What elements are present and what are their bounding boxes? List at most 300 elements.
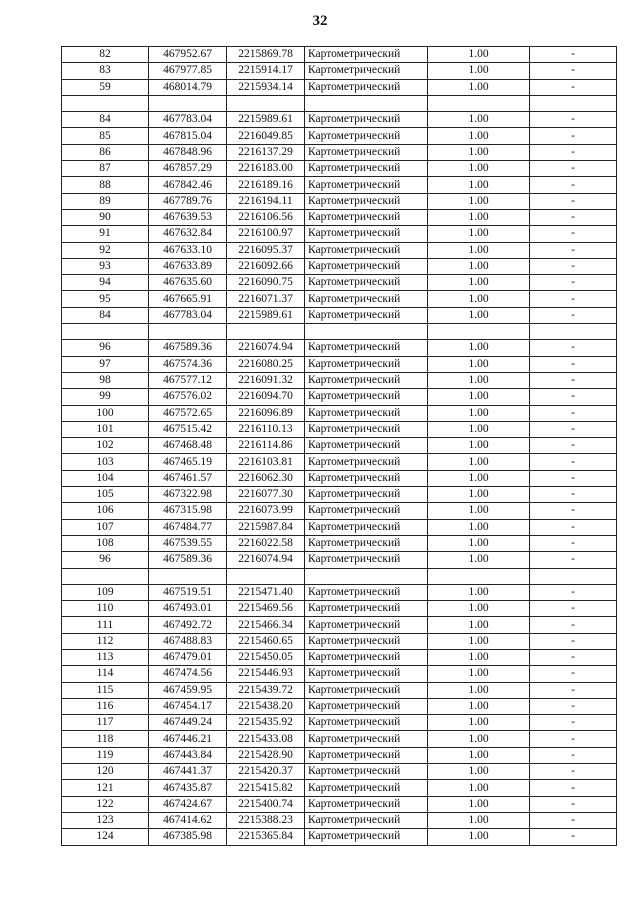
method-cell: Картометрический: [305, 796, 428, 812]
point-number-cell: 122: [62, 796, 149, 812]
y-coordinate-cell: 2216094.70: [227, 389, 305, 405]
description-cell: -: [530, 340, 617, 356]
accuracy-cell: 1.00: [428, 161, 530, 177]
y-coordinate-cell: 2216103.81: [227, 454, 305, 470]
description-cell: -: [530, 405, 617, 421]
point-number-cell: 84: [62, 112, 149, 128]
table-row: [62, 144, 617, 160]
point-number-cell: 101: [62, 421, 149, 437]
description-cell: -: [530, 226, 617, 242]
table-row: [62, 649, 617, 665]
description-cell: -: [530, 372, 617, 388]
y-coordinate-cell: 2216183.00: [227, 161, 305, 177]
table-row: [62, 193, 617, 209]
x-coordinate-cell: 467589.36: [149, 340, 227, 356]
point-number-cell: 90: [62, 209, 149, 225]
y-coordinate-cell: 2215987.84: [227, 519, 305, 535]
point-number-cell: 102: [62, 438, 149, 454]
description-cell: -: [530, 601, 617, 617]
point-number-cell: [62, 95, 149, 111]
point-number-cell: 103: [62, 454, 149, 470]
y-coordinate-cell: 2215471.40: [227, 584, 305, 600]
x-coordinate-cell: 467459.95: [149, 682, 227, 698]
accuracy-cell: 1.00: [428, 258, 530, 274]
description-cell: -: [530, 584, 617, 600]
description-cell: -: [530, 177, 617, 193]
description-cell: -: [530, 144, 617, 160]
accuracy-cell: 1.00: [428, 666, 530, 682]
method-cell: Картометрический: [305, 535, 428, 551]
accuracy-cell: 1.00: [428, 454, 530, 470]
table-row: [62, 242, 617, 258]
point-number-cell: 111: [62, 617, 149, 633]
description-cell: -: [530, 487, 617, 503]
x-coordinate-cell: 467435.87: [149, 780, 227, 796]
y-coordinate-cell: 2215450.05: [227, 649, 305, 665]
table-row: [62, 340, 617, 356]
y-coordinate-cell: 2215469.56: [227, 601, 305, 617]
y-coordinate-cell: 2216074.94: [227, 340, 305, 356]
table-row: [62, 682, 617, 698]
table-row: [62, 780, 617, 796]
accuracy-cell: 1.00: [428, 275, 530, 291]
x-coordinate-cell: 467572.65: [149, 405, 227, 421]
table-row: [62, 275, 617, 291]
table-row: [62, 454, 617, 470]
point-number-cell: 93: [62, 258, 149, 274]
point-number-cell: 109: [62, 584, 149, 600]
table-row: [62, 470, 617, 486]
method-cell: Картометрический: [305, 601, 428, 617]
method-cell: [305, 95, 428, 111]
accuracy-cell: 1.00: [428, 747, 530, 763]
x-coordinate-cell: 467577.12: [149, 372, 227, 388]
description-cell: [530, 324, 617, 340]
x-coordinate-cell: [149, 95, 227, 111]
y-coordinate-cell: 2215435.92: [227, 715, 305, 731]
accuracy-cell: 1.00: [428, 421, 530, 437]
method-cell: Картометрический: [305, 584, 428, 600]
y-coordinate-cell: 2216095.37: [227, 242, 305, 258]
y-coordinate-cell: 2216077.30: [227, 487, 305, 503]
point-number-cell: 86: [62, 144, 149, 160]
y-coordinate-cell: 2216049.85: [227, 128, 305, 144]
y-coordinate-cell: 2216189.16: [227, 177, 305, 193]
y-coordinate-cell: 2216106.56: [227, 209, 305, 225]
description-cell: -: [530, 193, 617, 209]
point-number-cell: 98: [62, 372, 149, 388]
table-separator-row: [62, 324, 617, 340]
accuracy-cell: 1.00: [428, 47, 530, 63]
table-row: [62, 715, 617, 731]
method-cell: Картометрический: [305, 242, 428, 258]
accuracy-cell: 1.00: [428, 307, 530, 323]
accuracy-cell: 1.00: [428, 356, 530, 372]
method-cell: Картометрический: [305, 405, 428, 421]
method-cell: Картометрический: [305, 161, 428, 177]
table-row: [62, 307, 617, 323]
coordinates-table: [61, 46, 617, 846]
point-number-cell: 84: [62, 307, 149, 323]
y-coordinate-cell: 2216074.94: [227, 552, 305, 568]
x-coordinate-cell: 467515.42: [149, 421, 227, 437]
x-coordinate-cell: 467977.85: [149, 63, 227, 79]
accuracy-cell: 1.00: [428, 780, 530, 796]
description-cell: -: [530, 275, 617, 291]
description-cell: -: [530, 796, 617, 812]
description-cell: -: [530, 161, 617, 177]
x-coordinate-cell: 467665.91: [149, 291, 227, 307]
point-number-cell: 119: [62, 747, 149, 763]
x-coordinate-cell: 467461.57: [149, 470, 227, 486]
x-coordinate-cell: 467635.60: [149, 275, 227, 291]
method-cell: Картометрический: [305, 487, 428, 503]
accuracy-cell: 1.00: [428, 519, 530, 535]
description-cell: -: [530, 63, 617, 79]
accuracy-cell: 1.00: [428, 79, 530, 95]
table-row: [62, 584, 617, 600]
accuracy-cell: 1.00: [428, 764, 530, 780]
accuracy-cell: [428, 568, 530, 584]
x-coordinate-cell: 467576.02: [149, 389, 227, 405]
method-cell: Картометрический: [305, 372, 428, 388]
method-cell: Картометрический: [305, 747, 428, 763]
table-row: [62, 389, 617, 405]
accuracy-cell: 1.00: [428, 584, 530, 600]
point-number-cell: 107: [62, 519, 149, 535]
y-coordinate-cell: 2215428.90: [227, 747, 305, 763]
x-coordinate-cell: 467519.51: [149, 584, 227, 600]
y-coordinate-cell: 2216073.99: [227, 503, 305, 519]
description-cell: -: [530, 242, 617, 258]
method-cell: Картометрический: [305, 829, 428, 845]
accuracy-cell: 1.00: [428, 372, 530, 388]
point-number-cell: 97: [62, 356, 149, 372]
y-coordinate-cell: 2215439.72: [227, 682, 305, 698]
description-cell: -: [530, 617, 617, 633]
x-coordinate-cell: 467468.48: [149, 438, 227, 454]
table-row: [62, 161, 617, 177]
point-number-cell: [62, 324, 149, 340]
method-cell: Картометрический: [305, 617, 428, 633]
point-number-cell: 96: [62, 340, 149, 356]
table-separator-row: [62, 568, 617, 584]
description-cell: -: [530, 715, 617, 731]
y-coordinate-cell: 2216080.25: [227, 356, 305, 372]
x-coordinate-cell: 467783.04: [149, 112, 227, 128]
accuracy-cell: 1.00: [428, 128, 530, 144]
accuracy-cell: [428, 324, 530, 340]
table-separator-row: [62, 95, 617, 111]
point-number-cell: 108: [62, 535, 149, 551]
y-coordinate-cell: 2215914.17: [227, 63, 305, 79]
table-row: [62, 421, 617, 437]
description-cell: -: [530, 112, 617, 128]
description-cell: -: [530, 649, 617, 665]
description-cell: -: [530, 731, 617, 747]
point-number-cell: 59: [62, 79, 149, 95]
y-coordinate-cell: 2216137.29: [227, 144, 305, 160]
table-row: [62, 764, 617, 780]
x-coordinate-cell: 467424.67: [149, 796, 227, 812]
y-coordinate-cell: 2216092.66: [227, 258, 305, 274]
description-cell: -: [530, 291, 617, 307]
point-number-cell: [62, 568, 149, 584]
x-coordinate-cell: 467385.98: [149, 829, 227, 845]
method-cell: Картометрический: [305, 177, 428, 193]
table-row: [62, 487, 617, 503]
y-coordinate-cell: 2215400.74: [227, 796, 305, 812]
x-coordinate-cell: 467783.04: [149, 307, 227, 323]
y-coordinate-cell: 2216091.32: [227, 372, 305, 388]
method-cell: Картометрический: [305, 307, 428, 323]
x-coordinate-cell: 467848.96: [149, 144, 227, 160]
accuracy-cell: 1.00: [428, 405, 530, 421]
accuracy-cell: 1.00: [428, 242, 530, 258]
x-coordinate-cell: 467488.83: [149, 633, 227, 649]
method-cell: Картометрический: [305, 389, 428, 405]
point-number-cell: 116: [62, 698, 149, 714]
y-coordinate-cell: 2216071.37: [227, 291, 305, 307]
y-coordinate-cell: 2215466.34: [227, 617, 305, 633]
accuracy-cell: 1.00: [428, 633, 530, 649]
x-coordinate-cell: 467479.01: [149, 649, 227, 665]
method-cell: Картометрический: [305, 226, 428, 242]
accuracy-cell: 1.00: [428, 438, 530, 454]
x-coordinate-cell: 467574.36: [149, 356, 227, 372]
description-cell: -: [530, 438, 617, 454]
accuracy-cell: 1.00: [428, 112, 530, 128]
method-cell: Картометрический: [305, 275, 428, 291]
y-coordinate-cell: 2215433.08: [227, 731, 305, 747]
point-number-cell: 114: [62, 666, 149, 682]
accuracy-cell: 1.00: [428, 682, 530, 698]
accuracy-cell: 1.00: [428, 552, 530, 568]
table-row: [62, 438, 617, 454]
table-row: [62, 519, 617, 535]
accuracy-cell: 1.00: [428, 503, 530, 519]
y-coordinate-cell: [227, 324, 305, 340]
description-cell: -: [530, 307, 617, 323]
method-cell: Картометрический: [305, 454, 428, 470]
point-number-cell: 82: [62, 47, 149, 63]
table-row: [62, 128, 617, 144]
accuracy-cell: 1.00: [428, 177, 530, 193]
method-cell: Картометрический: [305, 144, 428, 160]
table-row: [62, 356, 617, 372]
x-coordinate-cell: 467632.84: [149, 226, 227, 242]
description-cell: -: [530, 666, 617, 682]
point-number-cell: 94: [62, 275, 149, 291]
coordinates-table-body: [62, 47, 617, 846]
y-coordinate-cell: 2216062.30: [227, 470, 305, 486]
method-cell: Картометрический: [305, 356, 428, 372]
point-number-cell: 121: [62, 780, 149, 796]
method-cell: Картометрический: [305, 63, 428, 79]
y-coordinate-cell: 2215934.14: [227, 79, 305, 95]
method-cell: [305, 324, 428, 340]
accuracy-cell: 1.00: [428, 617, 530, 633]
accuracy-cell: 1.00: [428, 731, 530, 747]
point-number-cell: 124: [62, 829, 149, 845]
table-row: [62, 617, 617, 633]
method-cell: Картометрический: [305, 258, 428, 274]
accuracy-cell: 1.00: [428, 649, 530, 665]
description-cell: -: [530, 535, 617, 551]
accuracy-cell: 1.00: [428, 715, 530, 731]
y-coordinate-cell: 2216114.86: [227, 438, 305, 454]
accuracy-cell: 1.00: [428, 698, 530, 714]
table-row: [62, 405, 617, 421]
accuracy-cell: 1.00: [428, 812, 530, 828]
accuracy-cell: 1.00: [428, 601, 530, 617]
x-coordinate-cell: 467952.67: [149, 47, 227, 63]
x-coordinate-cell: 467465.19: [149, 454, 227, 470]
description-cell: -: [530, 503, 617, 519]
point-number-cell: 123: [62, 812, 149, 828]
x-coordinate-cell: 467441.37: [149, 764, 227, 780]
description-cell: -: [530, 258, 617, 274]
table-row: [62, 63, 617, 79]
description-cell: -: [530, 470, 617, 486]
x-coordinate-cell: 467815.04: [149, 128, 227, 144]
y-coordinate-cell: 2215460.65: [227, 633, 305, 649]
method-cell: Картометрический: [305, 715, 428, 731]
table-row: [62, 112, 617, 128]
x-coordinate-cell: [149, 324, 227, 340]
x-coordinate-cell: 467322.98: [149, 487, 227, 503]
description-cell: [530, 568, 617, 584]
method-cell: Картометрический: [305, 79, 428, 95]
point-number-cell: 104: [62, 470, 149, 486]
method-cell: Картометрический: [305, 128, 428, 144]
accuracy-cell: [428, 95, 530, 111]
x-coordinate-cell: 467857.29: [149, 161, 227, 177]
point-number-cell: 89: [62, 193, 149, 209]
method-cell: Картометрический: [305, 666, 428, 682]
point-number-cell: 118: [62, 731, 149, 747]
y-coordinate-cell: 2216194.11: [227, 193, 305, 209]
accuracy-cell: 1.00: [428, 193, 530, 209]
accuracy-cell: 1.00: [428, 470, 530, 486]
x-coordinate-cell: 467446.21: [149, 731, 227, 747]
x-coordinate-cell: 467443.84: [149, 747, 227, 763]
description-cell: -: [530, 421, 617, 437]
table-row: [62, 47, 617, 63]
description-cell: -: [530, 128, 617, 144]
method-cell: Картометрический: [305, 731, 428, 747]
table-row: [62, 372, 617, 388]
table-row: [62, 258, 617, 274]
table-row: [62, 747, 617, 763]
y-coordinate-cell: 2215388.23: [227, 812, 305, 828]
table-row: [62, 796, 617, 812]
method-cell: Картометрический: [305, 519, 428, 535]
description-cell: -: [530, 454, 617, 470]
x-coordinate-cell: 467842.46: [149, 177, 227, 193]
x-coordinate-cell: 467449.24: [149, 715, 227, 731]
method-cell: Картометрический: [305, 682, 428, 698]
table-row: [62, 79, 617, 95]
method-cell: Картометрический: [305, 421, 428, 437]
y-coordinate-cell: 2216090.75: [227, 275, 305, 291]
description-cell: [530, 95, 617, 111]
point-number-cell: 120: [62, 764, 149, 780]
accuracy-cell: 1.00: [428, 796, 530, 812]
method-cell: Картометрический: [305, 438, 428, 454]
description-cell: -: [530, 764, 617, 780]
method-cell: Картометрический: [305, 780, 428, 796]
point-number-cell: 100: [62, 405, 149, 421]
y-coordinate-cell: [227, 568, 305, 584]
point-number-cell: 115: [62, 682, 149, 698]
table-row: [62, 535, 617, 551]
table-row: [62, 633, 617, 649]
table-row: [62, 503, 617, 519]
y-coordinate-cell: 2215446.93: [227, 666, 305, 682]
description-cell: -: [530, 552, 617, 568]
description-cell: -: [530, 633, 617, 649]
method-cell: Картометрический: [305, 649, 428, 665]
point-number-cell: 91: [62, 226, 149, 242]
x-coordinate-cell: 467315.98: [149, 503, 227, 519]
y-coordinate-cell: 2216100.97: [227, 226, 305, 242]
x-coordinate-cell: 467484.77: [149, 519, 227, 535]
description-cell: -: [530, 209, 617, 225]
table-row: [62, 666, 617, 682]
description-cell: -: [530, 47, 617, 63]
accuracy-cell: 1.00: [428, 389, 530, 405]
x-coordinate-cell: 467454.17: [149, 698, 227, 714]
method-cell: Картометрический: [305, 112, 428, 128]
method-cell: [305, 568, 428, 584]
x-coordinate-cell: 467414.62: [149, 812, 227, 828]
point-number-cell: 105: [62, 487, 149, 503]
description-cell: -: [530, 812, 617, 828]
method-cell: Картометрический: [305, 291, 428, 307]
point-number-cell: 106: [62, 503, 149, 519]
point-number-cell: 87: [62, 161, 149, 177]
x-coordinate-cell: [149, 568, 227, 584]
description-cell: -: [530, 356, 617, 372]
point-number-cell: 112: [62, 633, 149, 649]
x-coordinate-cell: 467492.72: [149, 617, 227, 633]
point-number-cell: 110: [62, 601, 149, 617]
description-cell: -: [530, 747, 617, 763]
accuracy-cell: 1.00: [428, 209, 530, 225]
point-number-cell: 85: [62, 128, 149, 144]
x-coordinate-cell: 467493.01: [149, 601, 227, 617]
y-coordinate-cell: 2215989.61: [227, 307, 305, 323]
y-coordinate-cell: 2215420.37: [227, 764, 305, 780]
x-coordinate-cell: 467589.36: [149, 552, 227, 568]
point-number-cell: 117: [62, 715, 149, 731]
method-cell: Картометрический: [305, 812, 428, 828]
accuracy-cell: 1.00: [428, 63, 530, 79]
method-cell: Картометрический: [305, 47, 428, 63]
x-coordinate-cell: 467639.53: [149, 209, 227, 225]
y-coordinate-cell: 2216096.89: [227, 405, 305, 421]
x-coordinate-cell: 467633.10: [149, 242, 227, 258]
accuracy-cell: 1.00: [428, 340, 530, 356]
description-cell: -: [530, 780, 617, 796]
accuracy-cell: 1.00: [428, 291, 530, 307]
y-coordinate-cell: 2215989.61: [227, 112, 305, 128]
method-cell: Картометрический: [305, 470, 428, 486]
method-cell: Картометрический: [305, 503, 428, 519]
description-cell: -: [530, 79, 617, 95]
table-row: [62, 829, 617, 845]
